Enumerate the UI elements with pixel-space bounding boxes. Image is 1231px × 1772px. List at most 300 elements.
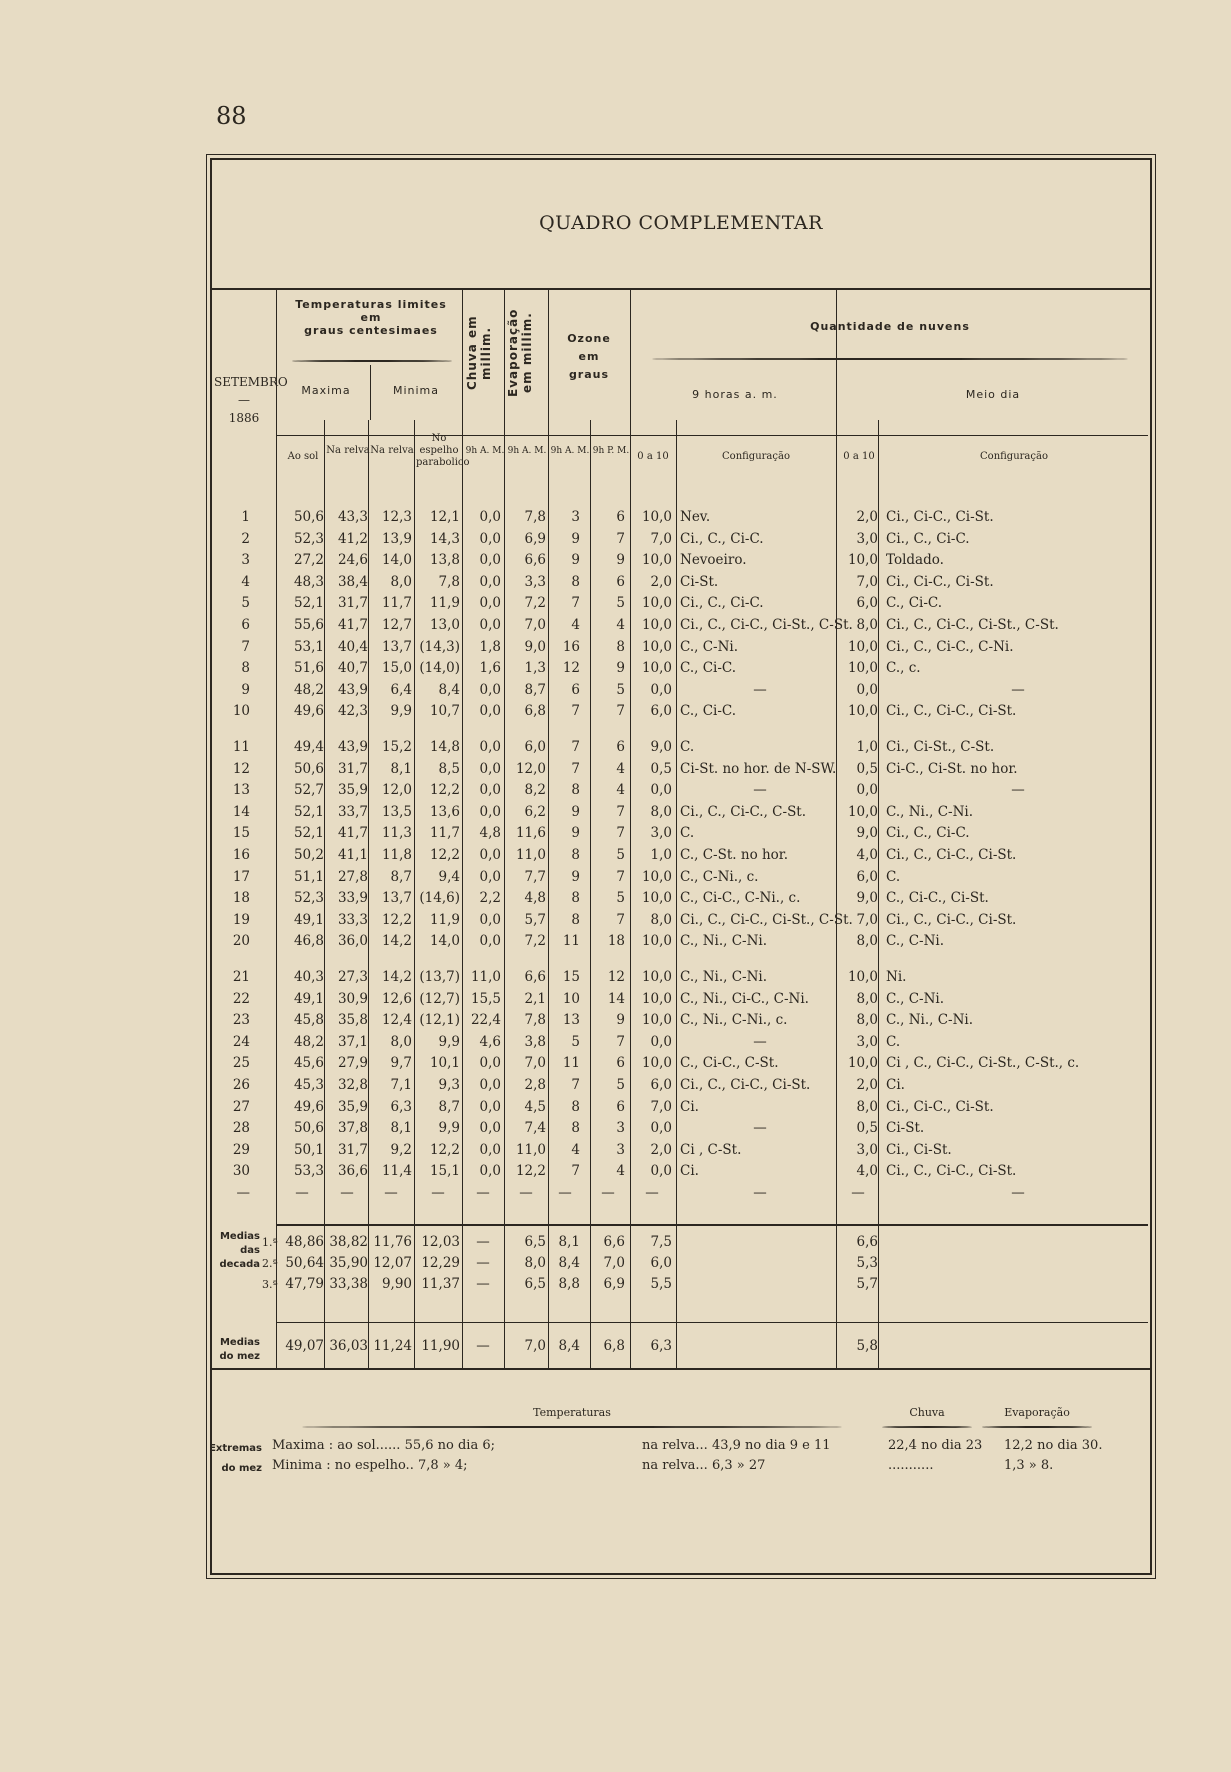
ozone-pm-cell: 4: [616, 760, 625, 777]
chuva-cell: 11,0: [470, 969, 501, 985]
ozone-am-cell: 9: [571, 803, 580, 820]
ozone-am-cell: 7: [571, 595, 580, 612]
nuvens-9h-cell: 7,0: [650, 1098, 672, 1115]
extremas-label-2: do mez: [221, 1463, 262, 1474]
nuvens-meio-dia-cell: 3,0: [856, 1033, 878, 1050]
min-na-relva-cell: 9,9: [390, 703, 412, 720]
chuva-cell: 0,0: [479, 1163, 501, 1180]
ozone-am-cell: 5: [571, 1033, 580, 1050]
min-na-relva-cell: 12,07: [373, 1255, 412, 1271]
min-no-espelho-cell: 12,1: [429, 509, 460, 525]
nuvens-meio-dia-cell: 0,5: [856, 1120, 878, 1137]
min-no-espelho-cell: 9,9: [438, 1120, 460, 1137]
nuvens-meio-dia-cell: 3,0: [856, 1141, 878, 1158]
min-na-relva-cell: 14,2: [381, 969, 412, 985]
min-na-relva-cell: 8,7: [390, 868, 412, 885]
chuva-cell: —: [476, 1234, 490, 1250]
ozone-am-cell: 9: [571, 530, 580, 547]
max-na-relva-cell: 35,9: [337, 782, 368, 799]
table-row: [212, 701, 1150, 722]
min-na-relva-cell: 8,0: [390, 573, 412, 590]
medias-mez-row: [212, 1336, 1150, 1357]
na-relva-max-label: Na relva: [326, 445, 370, 456]
nuvens-9h-cell: 0,0: [650, 1120, 672, 1137]
ozone-am-cell: 8: [571, 1120, 580, 1137]
min-na-relva-cell: 11,4: [381, 1163, 412, 1180]
min-na-relva-cell: 9,7: [390, 1055, 412, 1072]
ozone-pm-cell: 3: [616, 1141, 625, 1158]
evaporacao-cell: 7,8: [524, 1012, 546, 1029]
day-cell: 12: [232, 760, 250, 777]
max-na-relva-cell: 35,8: [337, 1012, 368, 1029]
min-na-relva-cell: —: [384, 1185, 398, 1201]
config-9h-cell: C., Ci-C., C-St.: [680, 1055, 779, 1072]
nuvens-meio-dia-cell: 6,0: [856, 868, 878, 885]
ozone-pm-cell: 18: [607, 933, 625, 950]
ozone-pm-cell: 7: [616, 530, 625, 547]
table-row: [212, 1075, 1150, 1096]
min-na-relva-cell: 12,0: [381, 782, 412, 799]
ozone-pm-cell: 9: [616, 660, 625, 677]
table-row: [212, 658, 1150, 679]
min-na-relva-cell: 12,2: [381, 911, 412, 928]
min-no-espelho-cell: (14,6): [419, 890, 460, 907]
table-row: [212, 593, 1150, 614]
ozone-pm-cell: 6: [616, 1098, 625, 1115]
temp-group-label-2: em: [360, 311, 382, 324]
min-na-relva-cell: 13,7: [381, 638, 412, 655]
max-ao-sol-cell: 45,3: [293, 1077, 324, 1093]
min-na-relva-cell: 12,4: [381, 1012, 412, 1029]
day-cell: 5: [241, 595, 250, 612]
ozone-am-cell: 7: [571, 739, 580, 755]
nuvens-9h-cell: —: [645, 1185, 659, 1201]
max-na-relva-cell: 31,7: [337, 595, 368, 612]
config-meio-dia-cell: C., Ni., C-Ni.: [886, 1012, 974, 1029]
min-no-espelho-cell: (14,0): [419, 660, 460, 677]
nuvens-9h-cell: 7,5: [650, 1234, 672, 1250]
min-no-espelho-cell: 14,8: [429, 739, 460, 755]
evaporacao-cell: 7,4: [524, 1120, 546, 1137]
evaporacao-cell: 9,0: [524, 638, 546, 655]
temp-brace: [292, 360, 452, 362]
min-no-espelho-cell: 12,03: [421, 1234, 460, 1250]
config-9h-cell: —: [753, 681, 767, 698]
nuvens-9h-cell: 0,0: [650, 1033, 672, 1050]
min-no-espelho-cell: 13,6: [429, 803, 460, 820]
max-ao-sol-cell: 52,1: [293, 803, 324, 820]
nuvens-meio-dia-cell: 5,3: [856, 1255, 878, 1271]
config-meio-dia-cell: Ni.: [886, 969, 907, 985]
config-9h-cell: —: [753, 1033, 767, 1050]
nuvens-9h-cell: 10,0: [641, 638, 672, 655]
ozone-am-cell: 8: [571, 573, 580, 590]
nuvens-meio-dia-cell: 7,0: [856, 573, 878, 590]
ozone-pm-cell: 8: [616, 638, 625, 655]
config-meio-dia-cell: Ci-C., Ci-St. no hor.: [886, 760, 1018, 777]
chuva-cell: 0,0: [479, 1141, 501, 1158]
ozone-am-cell: 15: [562, 969, 580, 985]
config-9h-cell: —: [753, 1120, 767, 1137]
table-row: [212, 637, 1150, 658]
table-row: [212, 507, 1150, 528]
extremas-evaporacao-label: Evaporação: [1004, 1406, 1070, 1419]
day-cell: 29: [232, 1141, 250, 1158]
nuvens-meio-dia-cell: 3,0: [856, 530, 878, 547]
config-meio-dia-cell: Toldado.: [886, 552, 944, 569]
config-9h-cell: Ci., C., Ci-C., Ci-St., C-St.: [680, 617, 853, 633]
extremas-min-relva: na relva... 6,3 » 27: [642, 1458, 766, 1473]
config-meio-dia-cell: C., Ni., C-Ni.: [886, 803, 974, 820]
max-ao-sol-cell: 49,1: [293, 990, 324, 1007]
max-ao-sol-cell: 46,8: [293, 933, 324, 950]
max-na-relva-cell: 41,2: [337, 530, 368, 547]
ozone-pm-cell: 6,6: [603, 1234, 625, 1250]
evaporacao-cell: 7,2: [524, 933, 546, 950]
max-ao-sol-cell: 49,1: [293, 911, 324, 928]
min-no-espelho-cell: (14,3): [419, 638, 460, 655]
nuvens-9h-cell: 1,0: [650, 847, 672, 863]
min-na-relva-cell: 12,3: [381, 509, 412, 525]
nuvens-9h-cell: 8,0: [650, 803, 672, 820]
ozone-pm-cell: —: [601, 1185, 615, 1201]
evaporacao-cell: 3,3: [524, 573, 546, 590]
table-row: [212, 615, 1150, 636]
ozone-am-cell: 6: [571, 681, 580, 698]
min-no-espelho-cell: 12,2: [429, 782, 460, 799]
config-9h-cell: C., Ci-C.: [680, 660, 737, 677]
min-no-espelho-cell: 12,2: [429, 847, 460, 863]
max-ao-sol-cell: 47,79: [285, 1276, 324, 1292]
chuva-cell: 0,0: [479, 803, 501, 820]
config-meio-dia-cell: Ci., C., Ci-C., Ci-St., C-St.: [886, 617, 1059, 633]
table-row: [212, 1183, 1150, 1204]
ozone-am-cell: 11: [562, 1055, 580, 1072]
min-no-espelho-cell: 14,0: [429, 933, 460, 950]
config-9h-cell: C., C-St. no hor.: [680, 847, 789, 863]
max-na-relva-cell: 41,7: [337, 617, 368, 633]
grid-line: [370, 365, 371, 420]
max-na-relva-cell: 30,9: [337, 990, 368, 1007]
ozone-am-mez-cell: 8,4: [558, 1338, 580, 1354]
chuva-cell: 4,8: [479, 825, 501, 842]
min-no-espelho-cell: 7,8: [438, 573, 460, 590]
table-row: [212, 1140, 1150, 1161]
month-label: SETEMBRO: [214, 375, 288, 389]
nuvens-meio-dia-cell: 8,0: [856, 990, 878, 1007]
config-meio-dia-cell: C., Ci-C.: [886, 595, 943, 612]
chuva-cell: —: [476, 1255, 490, 1271]
evaporacao-brace: [982, 1426, 1092, 1428]
chuva-cell: 0,0: [479, 760, 501, 777]
config-9h-cell: C., C-Ni., c.: [680, 868, 759, 885]
nuvens-9h-cell: 8,0: [650, 911, 672, 928]
max-na-relva-cell: 42,3: [337, 703, 368, 720]
config-9h-cell: Nev.: [680, 509, 711, 525]
chuva-cell: 0,0: [479, 1055, 501, 1072]
decada-index-cell: 3.ª: [262, 1278, 278, 1291]
ozone-pm-cell: 7: [616, 803, 625, 820]
evaporacao-cell: 8,7: [524, 681, 546, 698]
nuvens-meio-dia-cell: 1,0: [856, 739, 878, 755]
nuvens-meio-dia-cell: 8,0: [856, 617, 878, 633]
ozone-am-cell: 13: [562, 1012, 580, 1029]
grid-line: [276, 288, 277, 1368]
min-no-espelho-mez-cell: 11,90: [421, 1338, 460, 1354]
table-row: [212, 550, 1150, 571]
nuvens-9h-cell: 6,0: [650, 1077, 672, 1093]
config-9h-cell: Ci., C., Ci-C., Ci-St.: [680, 1077, 811, 1093]
min-na-relva-cell: 9,90: [381, 1276, 412, 1292]
max-na-relva-cell: 40,7: [337, 660, 368, 677]
grid-line: [276, 1322, 1148, 1323]
nuvens-meio-dia-cell: 10,0: [847, 552, 878, 569]
chuva-brace: [882, 1426, 972, 1428]
max-ao-sol-cell: 51,1: [293, 868, 324, 885]
nuvens-meio-dia-mez-cell: 5,8: [856, 1338, 878, 1354]
day-cell: 3: [241, 552, 250, 569]
evaporacao-cell: 12,2: [515, 1163, 546, 1180]
ozone-am-cell: 8: [571, 782, 580, 799]
chuva-cell: 0,0: [479, 933, 501, 950]
min-na-relva-cell: 8,1: [390, 1120, 412, 1137]
ozone-pm-cell: 7: [616, 825, 625, 842]
nuvens-9h-cell: 6,0: [650, 703, 672, 720]
day-cell: 19: [232, 911, 250, 928]
year-label: 1886: [228, 411, 260, 425]
config-9h-cell: C.: [680, 739, 695, 755]
chuva-cell: 0,0: [479, 530, 501, 547]
nuvens-9h-cell: 2,0: [650, 573, 672, 590]
max-ao-sol-cell: 53,1: [293, 638, 324, 655]
nuvens-meio-dia-cell: 4,0: [856, 1163, 878, 1180]
max-na-relva-cell: 37,8: [337, 1120, 368, 1137]
escala-meio-dia-label: 0 a 10: [843, 451, 875, 462]
day-cell: 7: [241, 638, 250, 655]
meio-dia-label: Meio dia: [965, 388, 1021, 401]
ozone-pm-cell: 6: [616, 1055, 625, 1072]
table-row: [212, 989, 1150, 1010]
max-ao-sol-cell: 50,6: [293, 1120, 324, 1137]
ozone-pm-cell: 4: [616, 1163, 625, 1180]
chuva-cell: 0,0: [479, 1120, 501, 1137]
nuvens-meio-dia-cell: 6,0: [856, 595, 878, 612]
day-cell: 10: [232, 703, 250, 720]
temperaturas-brace: [302, 1426, 842, 1428]
ozone-pm-cell: 6: [616, 509, 625, 525]
ozone-pm-label: 9h P. M.: [592, 446, 630, 456]
evaporacao-cell: 2,8: [524, 1077, 546, 1093]
nuvens-meio-dia-cell: 7,0: [856, 911, 878, 928]
ozone-pm-cell: 6,9: [603, 1276, 625, 1292]
nuvens-9h-cell: 10,0: [641, 969, 672, 985]
decada-row: [212, 1253, 1150, 1274]
max-na-relva-cell: 35,9: [337, 1098, 368, 1115]
config-9h-cell: Ci-St. no hor. de N-SW.: [680, 760, 837, 777]
day-cell: 16: [232, 847, 250, 863]
max-ao-sol-cell: 52,3: [293, 890, 324, 907]
max-na-relva-cell: 43,9: [337, 681, 368, 698]
evaporacao-cell: 6,9: [524, 530, 546, 547]
config-9h-cell: Ci.: [680, 1098, 699, 1115]
max-ao-sol-cell: 45,6: [293, 1055, 324, 1072]
config-meio-dia-cell: Ci., Ci-St., C-St.: [886, 739, 995, 755]
config-9h-cell: —: [753, 782, 767, 799]
temp-group-label-3: graus centesimaes: [304, 324, 438, 337]
chuva-cell: 15,5: [470, 990, 501, 1007]
config-meio-dia-cell: —: [1011, 782, 1025, 799]
nuvens-meio-dia-cell: 0,0: [856, 681, 878, 698]
config-9h-cell: C., C-Ni.: [680, 638, 739, 655]
day-cell: 30: [232, 1163, 250, 1180]
max-na-relva-cell: 33,7: [337, 803, 368, 820]
medias-mez-label-1: Medias: [219, 1337, 260, 1348]
title-divider: [212, 288, 1150, 290]
evaporacao-cell: 6,6: [524, 969, 546, 985]
ozone-am-cell: 9: [571, 825, 580, 842]
evaporacao-cell: 8,0: [524, 1255, 546, 1271]
day-cell: 14: [232, 803, 250, 820]
config-meio-dia-cell: Ci , C., Ci-C., Ci-St., C-St., c.: [886, 1055, 1080, 1072]
config-9h-label: Configuração: [722, 451, 790, 462]
day-cell: 28: [232, 1120, 250, 1137]
ozone-pm-cell: 4: [616, 617, 625, 633]
extremas-chuva-min: ...........: [888, 1458, 934, 1473]
max-ao-sol-cell: 49,6: [293, 703, 324, 720]
page-number: 88: [216, 102, 247, 130]
max-na-relva-cell: 41,7: [337, 825, 368, 842]
day-cell: 20: [232, 933, 250, 950]
max-na-relva-cell: 37,1: [337, 1033, 368, 1050]
evaporacao-cell: 12,0: [515, 760, 546, 777]
ozone-pm-cell: 6: [616, 739, 625, 755]
day-cell: 24: [232, 1033, 250, 1050]
ozone-pm-cell: 5: [616, 890, 625, 907]
nuvens-meio-dia-cell: 4,0: [856, 847, 878, 863]
max-na-relva-cell: 33,38: [329, 1276, 368, 1292]
min-no-espelho-cell: 12,2: [429, 1141, 460, 1158]
min-no-espelho-cell: 12,29: [421, 1255, 460, 1271]
table-row: [212, 931, 1150, 952]
max-na-relva-cell: 33,3: [337, 911, 368, 928]
day-cell: 8: [241, 660, 250, 677]
min-no-espelho-cell: —: [431, 1185, 445, 1201]
max-ao-sol-cell: 53,3: [293, 1163, 324, 1180]
ozone-am-cell: 8: [571, 1098, 580, 1115]
config-9h-cell: Nevoeiro.: [680, 552, 747, 569]
max-na-relva-cell: 33,9: [337, 890, 368, 907]
min-no-espelho-cell: 13,0: [429, 617, 460, 633]
nuvens-9h-cell: 10,0: [641, 509, 672, 525]
chuva-hour-label: 9h A. M.: [465, 446, 505, 456]
day-cell: 22: [232, 990, 250, 1007]
min-na-relva-cell: 7,1: [390, 1077, 412, 1093]
ozone-pm-cell: 7: [616, 868, 625, 885]
config-9h-cell: C., Ni., C-Ni.: [680, 933, 768, 950]
chuva-label: Chuva em millim.: [465, 315, 493, 391]
extremas-max-relva: na relva... 43,9 no dia 9 e 11: [642, 1438, 831, 1453]
day-cell: 21: [232, 969, 250, 985]
max-na-relva-cell: 27,9: [337, 1055, 368, 1072]
nuvens-meio-dia-cell: 0,0: [856, 782, 878, 799]
max-ao-sol-cell: 52,7: [293, 782, 324, 799]
chuva-cell: —: [476, 1185, 490, 1201]
table-row: [212, 1053, 1150, 1074]
nuvens-meio-dia-cell: 2,0: [856, 1077, 878, 1093]
evaporacao-cell: 6,6: [524, 552, 546, 569]
min-na-relva-cell: 12,6: [381, 990, 412, 1007]
extremas-chuva-label: Chuva: [909, 1406, 945, 1419]
min-no-espelho-cell: 11,7: [429, 825, 460, 842]
evaporacao-cell: 6,8: [524, 703, 546, 720]
day-cell: 4: [241, 573, 250, 590]
ozone-am-cell: —: [558, 1185, 572, 1201]
table-row: [212, 967, 1150, 988]
ozone-am-cell: 12: [562, 660, 580, 677]
nuvens-meio-dia-cell: 8,0: [856, 1012, 878, 1029]
config-meio-dia-cell: Ci., C., Ci-C., C-Ni.: [886, 638, 1014, 655]
ao-sol-label: Ao sol: [287, 451, 319, 462]
ozone-pm-cell: 5: [616, 681, 625, 698]
nuvens-meio-dia-cell: 10,0: [847, 660, 878, 677]
evaporacao-cell: 11,0: [515, 847, 546, 863]
evaporacao-cell: 5,7: [524, 911, 546, 928]
grid-line: [462, 288, 463, 420]
nuvens-meio-dia-cell: 10,0: [847, 638, 878, 655]
config-meio-dia-cell: Ci., C., Ci-C., Ci-St.: [886, 1163, 1017, 1180]
table-row: [212, 529, 1150, 550]
chuva-cell: 0,0: [479, 703, 501, 720]
ozone-am-cell: 7: [571, 1163, 580, 1180]
extremas-max-line: Maxima : ao sol...... 55,6 no dia 6;: [272, 1438, 495, 1453]
nuvens-meio-dia-cell: 10,0: [847, 1055, 878, 1072]
nuvens-9h-cell: 10,0: [641, 660, 672, 677]
na-relva-min-label: Na relva: [370, 445, 414, 456]
grid-line: [630, 288, 631, 420]
maxima-label: Maxima: [301, 384, 351, 397]
table-row: [212, 1032, 1150, 1053]
min-na-relva-cell: 8,1: [390, 760, 412, 777]
extremas-label-1: Extremas: [209, 1443, 262, 1454]
evaporacao-cell: 4,5: [524, 1098, 546, 1115]
config-meio-dia-cell: C., C-Ni.: [886, 990, 945, 1007]
evaporacao-cell: 3,8: [524, 1033, 546, 1050]
day-cell: 6: [241, 617, 250, 633]
max-ao-sol-cell: 49,6: [293, 1098, 324, 1115]
evaporacao-cell: 7,7: [524, 868, 546, 885]
config-meio-dia-cell: —: [1011, 681, 1025, 698]
decada-index-cell: 2.ª: [262, 1257, 278, 1270]
ozone-am-cell: 11: [562, 933, 580, 950]
config-meio-dia-cell: Ci.: [886, 1077, 905, 1093]
day-cell: 11: [232, 739, 250, 755]
nuvens-9h-cell: 0,0: [650, 681, 672, 698]
ozone-pm-cell: 5: [616, 1077, 625, 1093]
min-na-relva-mez-cell: 11,24: [373, 1338, 412, 1354]
min-no-espelho-cell: (12,7): [419, 990, 460, 1007]
ozone-am-cell: 7: [571, 760, 580, 777]
min-no-espelho-cell: 8,4: [438, 681, 460, 698]
decada-row: [212, 1274, 1150, 1295]
min-no-espelho-cell: 14,3: [429, 530, 460, 547]
table-row: [212, 888, 1150, 909]
config-meio-dia-cell: C., c.: [886, 660, 921, 677]
evap-hour-label: 9h A. M.: [507, 446, 547, 456]
min-no-espelho-cell: 8,5: [438, 760, 460, 777]
max-na-relva-cell: 31,7: [337, 1141, 368, 1158]
chuva-cell: 4,6: [479, 1033, 501, 1050]
ozone-pm-cell: 12: [607, 969, 625, 985]
